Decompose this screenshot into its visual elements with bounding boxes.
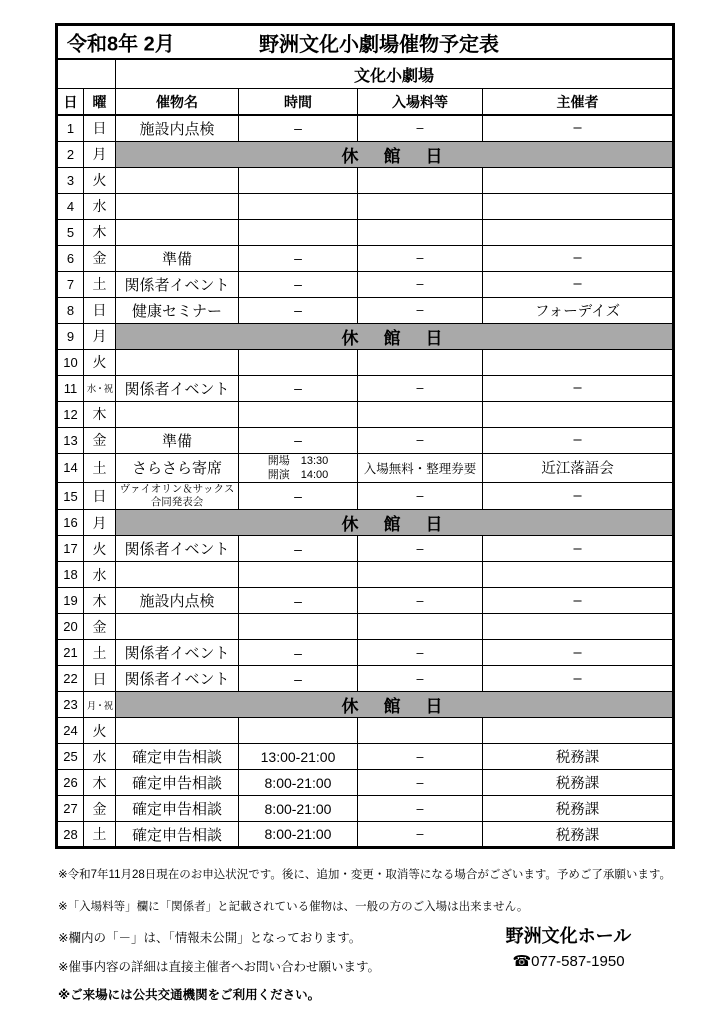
fee-cell: [358, 167, 483, 193]
fee-cell: [358, 562, 483, 588]
event-cell: 関係者イベント: [116, 271, 239, 297]
time-cell: –: [239, 297, 358, 323]
organizer-cell: –: [483, 666, 674, 692]
table-row: [57, 297, 674, 323]
day-cell: 15: [57, 483, 84, 510]
time-cell: –: [239, 640, 358, 666]
table-row: [57, 510, 674, 536]
fee-cell: 入場無料・整理券要: [358, 453, 483, 483]
organizer-cell: [483, 562, 674, 588]
weekday-cell: 月: [84, 141, 116, 167]
organizer-cell: –: [483, 245, 674, 271]
table-row: [57, 193, 674, 219]
weekday-cell: 木: [84, 401, 116, 427]
footnote: ※ご来場には公共交通機関をご利用ください。: [58, 988, 321, 1002]
weekday-cell: 火: [84, 536, 116, 562]
fee-cell: [358, 349, 483, 375]
fee-cell: –: [358, 744, 483, 770]
venue-row: [57, 59, 674, 89]
closed-day-cell: 休 館 日: [116, 510, 674, 536]
event-cell: 関係者イベント: [116, 640, 239, 666]
phone-number: 077-587-1950: [531, 953, 625, 970]
weekday-cell: 水: [84, 744, 116, 770]
fee-cell: –: [358, 796, 483, 822]
event-cell: 確定申告相談: [116, 796, 239, 822]
organizer-cell: –: [483, 640, 674, 666]
column-header: 時間: [239, 89, 358, 116]
weekday-cell: 木: [84, 588, 116, 614]
day-cell: 28: [57, 822, 84, 848]
weekday-cell: 水: [84, 562, 116, 588]
event-cell: 確定申告相談: [116, 770, 239, 796]
fee-cell: [358, 718, 483, 744]
column-header: 入場料等: [358, 89, 483, 116]
event-cell: [116, 401, 239, 427]
event-cell: [116, 167, 239, 193]
organizer-cell: –: [483, 483, 674, 510]
organizer-cell: [483, 167, 674, 193]
weekday-cell: 月: [84, 323, 116, 349]
day-cell: 3: [57, 167, 84, 193]
event-cell: 施設内点検: [116, 588, 239, 614]
time-cell: –: [239, 483, 358, 510]
day-cell: 2: [57, 141, 84, 167]
table-row: [57, 770, 674, 796]
organizer-cell: –: [483, 536, 674, 562]
table-row: [57, 614, 674, 640]
organizer-cell: 税務課: [483, 770, 674, 796]
time-cell: 8:00-21:00: [239, 822, 358, 848]
time-cell: [239, 614, 358, 640]
organizer-cell: 近江落語会: [483, 453, 674, 483]
day-cell: 5: [57, 219, 84, 245]
table-row: [57, 483, 674, 510]
table-row: [57, 453, 674, 483]
footnote: ※令和7年11月28日現在のお申込状況です。後に、追加・変更・取消等になる場合がございます。予めご了承願います。: [58, 869, 671, 881]
day-cell: 4: [57, 193, 84, 219]
fee-cell: [358, 193, 483, 219]
fee-cell: –: [358, 822, 483, 848]
table-row: [57, 427, 674, 453]
day-cell: 17: [57, 536, 84, 562]
day-cell: 1: [57, 115, 84, 141]
event-cell: [116, 219, 239, 245]
telephone-icon: ☎: [512, 953, 532, 970]
time-cell: –: [239, 245, 358, 271]
column-header: 曜: [84, 89, 116, 116]
day-cell: 25: [57, 744, 84, 770]
fee-cell: –: [358, 483, 483, 510]
closed-day-cell: 休 館 日: [116, 323, 674, 349]
fee-cell: [358, 614, 483, 640]
table-row: [57, 219, 674, 245]
organizer-cell: [483, 349, 674, 375]
fee-cell: –: [358, 245, 483, 271]
organizer-cell: [483, 614, 674, 640]
weekday-cell: 木: [84, 770, 116, 796]
day-cell: 8: [57, 297, 84, 323]
weekday-cell: 金: [84, 427, 116, 453]
table-row: [57, 666, 674, 692]
day-cell: 22: [57, 666, 84, 692]
fee-cell: –: [358, 375, 483, 401]
event-cell: 施設内点検: [116, 115, 239, 141]
fee-cell: –: [358, 536, 483, 562]
hall-phone: [486, 952, 651, 970]
table-row: [57, 375, 674, 401]
table-row: [57, 401, 674, 427]
table-row: [57, 323, 674, 349]
table-row: [57, 796, 674, 822]
day-cell: 20: [57, 614, 84, 640]
column-header: 主催者: [483, 89, 674, 116]
time-cell: –: [239, 115, 358, 141]
day-cell: 24: [57, 718, 84, 744]
table-row: [57, 744, 674, 770]
fee-cell: –: [358, 271, 483, 297]
organizer-cell: 税務課: [483, 796, 674, 822]
organizer-cell: –: [483, 588, 674, 614]
day-cell: 18: [57, 562, 84, 588]
title-row: [57, 25, 674, 60]
day-cell: 7: [57, 271, 84, 297]
time-cell: –: [239, 588, 358, 614]
table-row: [57, 115, 674, 141]
table-row: [57, 167, 674, 193]
weekday-cell: 土: [84, 640, 116, 666]
hall-name: 野洲文化ホール: [505, 926, 632, 946]
weekday-cell: 火: [84, 718, 116, 744]
title-cell: [57, 25, 674, 60]
venue-row-blank-cell: [57, 59, 116, 89]
day-cell: 21: [57, 640, 84, 666]
weekday-cell: 日: [84, 666, 116, 692]
fee-cell: –: [358, 297, 483, 323]
weekday-cell: 日: [84, 297, 116, 323]
time-cell: [239, 193, 358, 219]
organizer-cell: 税務課: [483, 822, 674, 848]
hall-contact: [486, 922, 651, 970]
weekday-cell: 月: [84, 510, 116, 536]
weekday-cell: 金: [84, 796, 116, 822]
footnote: ※「入場料等」欄に「関係者」と記載されている催物は、一般の方のご入場は出来ません。: [58, 901, 529, 913]
table-row: [57, 822, 674, 848]
day-cell: 9: [57, 323, 84, 349]
event-cell: 健康セミナー: [116, 297, 239, 323]
organizer-cell: [483, 718, 674, 744]
table-row: [57, 692, 674, 718]
weekday-cell: 月・祝: [84, 692, 116, 718]
day-cell: 23: [57, 692, 84, 718]
table-row: [57, 245, 674, 271]
day-cell: 14: [57, 453, 84, 483]
time-cell: 開場 13:30 開演 14:00: [239, 453, 358, 483]
weekday-cell: 火: [84, 349, 116, 375]
column-header: 催物名: [116, 89, 239, 116]
weekday-cell: 金: [84, 245, 116, 271]
time-cell: –: [239, 375, 358, 401]
footnote: ※欄内の「－」は、「情報未公開」となっております。: [58, 931, 362, 945]
event-cell: 関係者イベント: [116, 375, 239, 401]
table-row: [57, 640, 674, 666]
table-row: [57, 562, 674, 588]
event-cell: [116, 614, 239, 640]
venue-header: 文化小劇場: [116, 59, 674, 89]
day-cell: 26: [57, 770, 84, 796]
time-cell: 8:00-21:00: [239, 796, 358, 822]
day-cell: 16: [57, 510, 84, 536]
time-cell: [239, 401, 358, 427]
table-row: [57, 271, 674, 297]
organizer-cell: フォーデイズ: [483, 297, 674, 323]
closed-day-cell: 休 館 日: [116, 692, 674, 718]
fee-cell: –: [358, 640, 483, 666]
organizer-cell: –: [483, 271, 674, 297]
event-cell: 関係者イベント: [116, 536, 239, 562]
fee-cell: [358, 219, 483, 245]
time-cell: [239, 718, 358, 744]
schedule-table: [55, 23, 675, 849]
day-cell: 19: [57, 588, 84, 614]
organizer-cell: –: [483, 115, 674, 141]
time-cell: [239, 562, 358, 588]
event-cell: 確定申告相談: [116, 744, 239, 770]
event-cell: 確定申告相談: [116, 822, 239, 848]
organizer-cell: 税務課: [483, 744, 674, 770]
event-cell: [116, 193, 239, 219]
time-cell: 13:00-21:00: [239, 744, 358, 770]
organizer-cell: [483, 401, 674, 427]
day-cell: 27: [57, 796, 84, 822]
fee-cell: –: [358, 588, 483, 614]
fee-cell: [358, 401, 483, 427]
fee-cell: –: [358, 115, 483, 141]
fee-cell: –: [358, 666, 483, 692]
time-cell: 8:00-21:00: [239, 770, 358, 796]
event-cell: 関係者イベント: [116, 666, 239, 692]
weekday-cell: 土: [84, 453, 116, 483]
fee-cell: –: [358, 770, 483, 796]
event-cell: [116, 562, 239, 588]
organizer-cell: –: [483, 427, 674, 453]
weekday-cell: 水: [84, 193, 116, 219]
event-cell: 準備: [116, 427, 239, 453]
event-cell: さらさら寄席: [116, 453, 239, 483]
weekday-cell: 日: [84, 483, 116, 510]
day-cell: 10: [57, 349, 84, 375]
table-row: [57, 588, 674, 614]
day-cell: 13: [57, 427, 84, 453]
time-cell: –: [239, 271, 358, 297]
weekday-cell: 土: [84, 822, 116, 848]
weekday-cell: 土: [84, 271, 116, 297]
column-header: 日: [57, 89, 84, 116]
column-header-row: [57, 89, 674, 116]
page-title: 野洲文化小劇場催物予定表: [259, 33, 500, 56]
weekday-cell: 水・祝: [84, 375, 116, 401]
time-cell: –: [239, 536, 358, 562]
organizer-cell: [483, 219, 674, 245]
day-cell: 11: [57, 375, 84, 401]
event-cell: 準備: [116, 245, 239, 271]
time-cell: [239, 219, 358, 245]
fee-cell: –: [358, 427, 483, 453]
time-cell: –: [239, 427, 358, 453]
event-cell: ヴァイオリン＆サックス 合同発表会: [116, 483, 239, 510]
day-cell: 12: [57, 401, 84, 427]
event-cell: [116, 718, 239, 744]
weekday-cell: 木: [84, 219, 116, 245]
month-label: 令和8年 2月: [67, 33, 175, 56]
time-cell: [239, 167, 358, 193]
table-row: [57, 349, 674, 375]
organizer-cell: –: [483, 375, 674, 401]
weekday-cell: 日: [84, 115, 116, 141]
table-row: [57, 536, 674, 562]
weekday-cell: 火: [84, 167, 116, 193]
footnote: ※催事内容の詳細は直接主催者へお問い合わせ願います。: [58, 960, 380, 974]
table-row: [57, 718, 674, 744]
time-cell: [239, 349, 358, 375]
event-cell: [116, 349, 239, 375]
organizer-cell: [483, 193, 674, 219]
time-cell: –: [239, 666, 358, 692]
table-row: [57, 141, 674, 167]
day-cell: 6: [57, 245, 84, 271]
closed-day-cell: 休 館 日: [116, 141, 674, 167]
weekday-cell: 金: [84, 614, 116, 640]
